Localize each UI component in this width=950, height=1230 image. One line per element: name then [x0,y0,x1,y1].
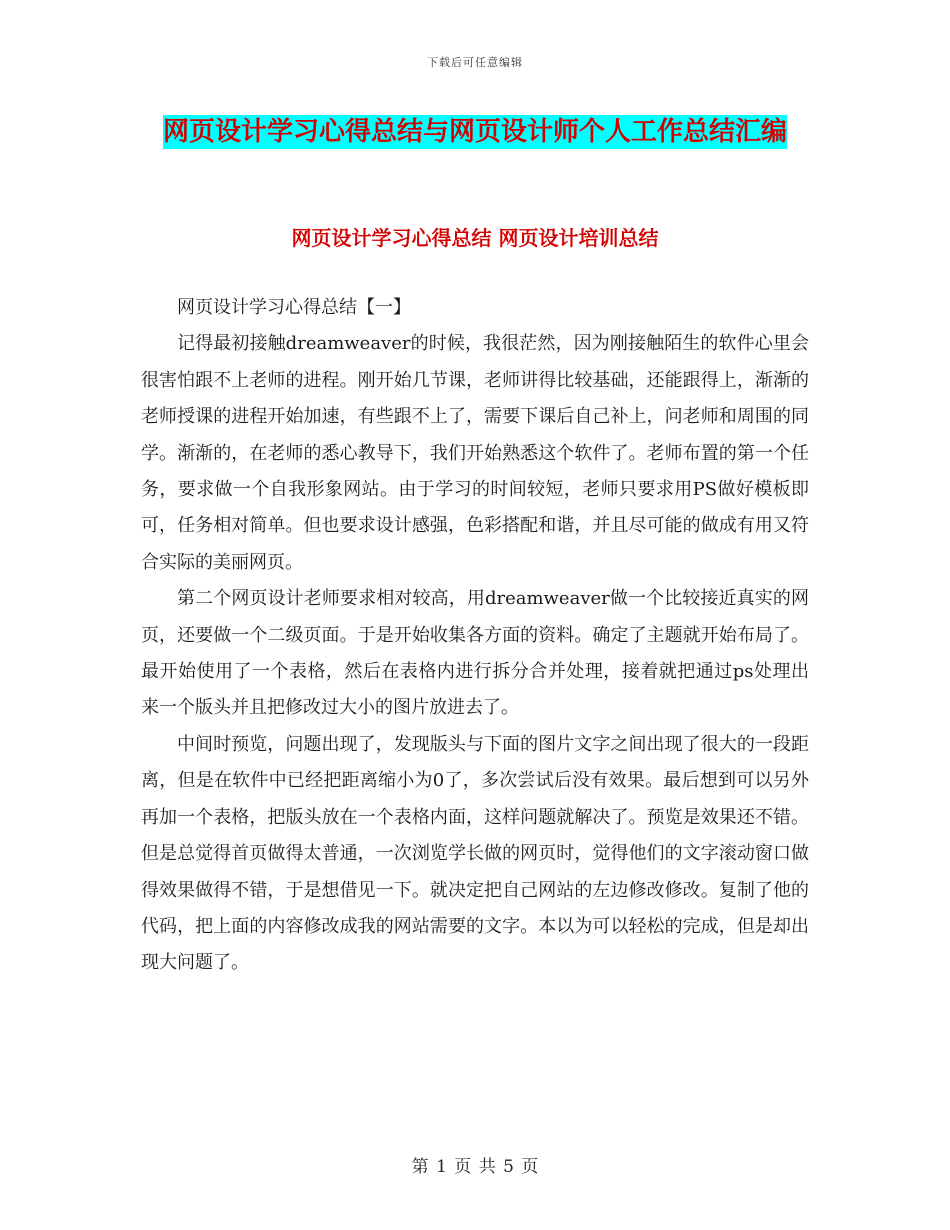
section-heading: 网页设计学习心得总结【一】 [177,297,411,318]
page-header-note: 下载后可任意编辑 [427,56,523,69]
body-paragraph-2: 第二个网页设计老师要求相对较高，用dreamweaver做一个比较接近真实的网页，还要做一个二级页面。于是开始收集各方面的资料。确定了主题就开始布局了。最开始使用了一个表格，然后在表格内进行拆分合并处理，接着就把通过ps处理出来一个版头并且把修改过大小的图片放进去了。 [141,588,809,719]
body-paragraph-3: 中间时预览，问题出现了，发现版头与下面的图片文字之间出现了很大的一段距离，但是在软件中已经把距离缩小为0了，多次尝试后没有效果。最后想到可以另外再加一个表格，把版头放在一个表格内面，这样问题就解决了。预览是效果还不错。但是总觉得首页做得太普通，一次浏览学长做的网页时，觉得他们的文字滚动窗口做得效果做得不错，于是想借见一下。就决定把自己网站的左边修改修改。复制了他的代码，把上面的内容修改成我的网站需要的文字。本以为可以轻松的完成，但是却出现大问题了。 [141,733,809,974]
document-title [140,108,810,156]
page-number: 第 1 页 共 5 页 [411,1157,539,1177]
document-body [141,290,809,982]
document-subtitle: 网页设计学习心得总结 网页设计培训总结 [291,226,659,250]
body-paragraph-1: 记得最初接触dreamweaver的时候，我很茫然，因为刚接触陌生的软件心里会很害怕跟不上老师的进程。刚开始几节课，老师讲得比较基础，还能跟得上，渐渐的老师授课的进程开始加速，有些跟不上了，需要下课后自己补上，问老师和周围的同学。渐渐的，在老师的悉心教导下，我们开始熟悉这个软件了。老师布置的第一个任务，要求做一个自我形象网站。由于学习的时间较短，老师只要求用PS做好模板即可，任务相对简单。但也要求设计感强，色彩搭配和谐，并且尽可能的做成有用又符合实际的美丽网页。 [141,333,809,573]
document-title-text: 网页设计学习心得总结与网页设计师个人工作总结汇编 [162,117,787,147]
